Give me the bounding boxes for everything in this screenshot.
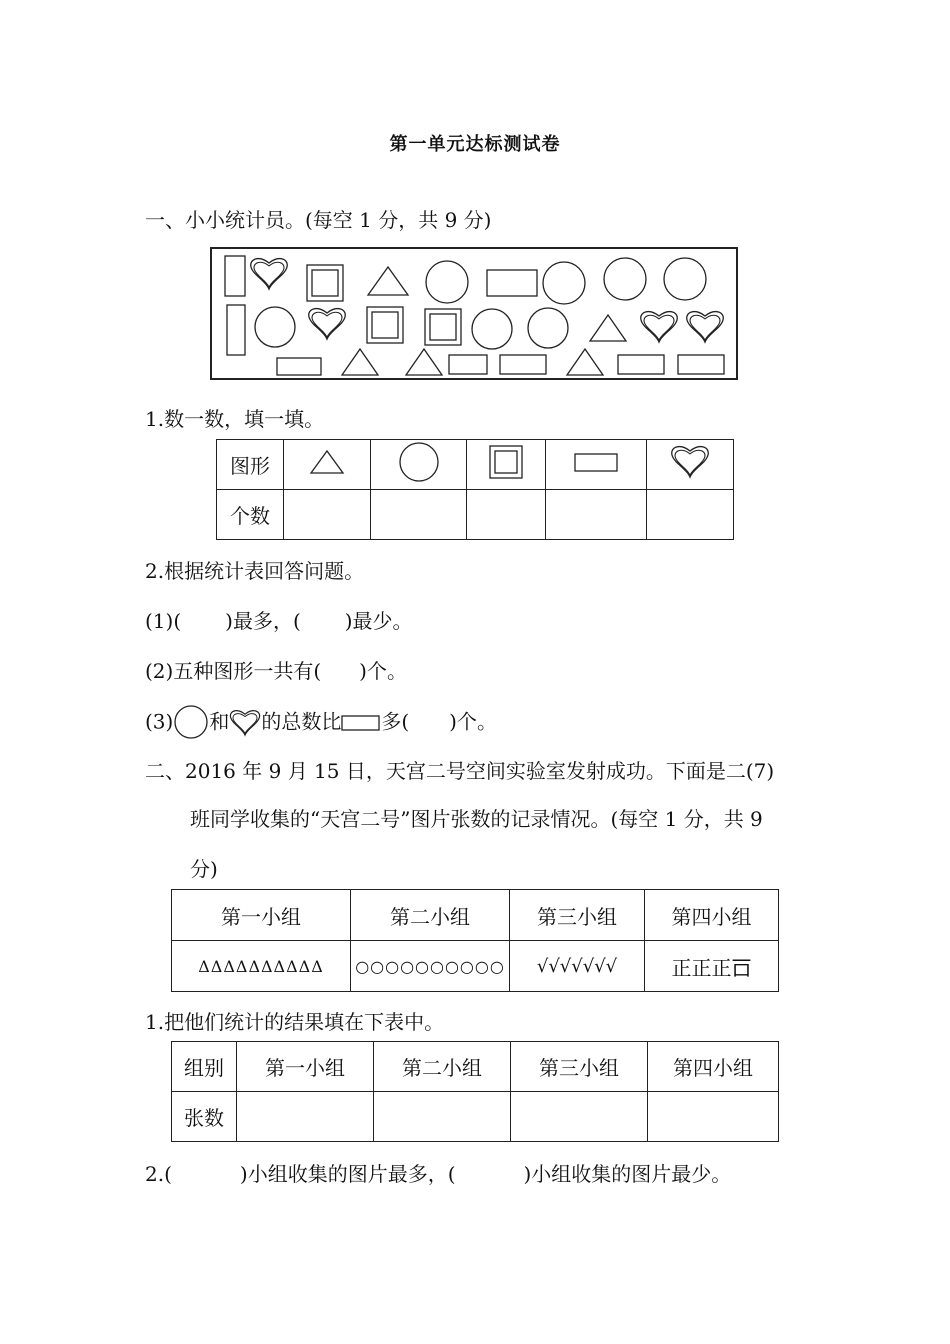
triangle-shape	[567, 349, 603, 375]
rectangle-icon	[341, 714, 381, 732]
tally-group-1: ΔΔΔΔΔΔΔΔΔΔ	[172, 941, 351, 992]
triangle-shape	[406, 349, 442, 375]
q2-3-text-d: 多(	[381, 709, 410, 734]
q2-3-text-e: )个。	[449, 709, 497, 734]
circle-icon	[397, 440, 441, 484]
result-cell-4[interactable]	[648, 1092, 779, 1142]
rectangle-shape	[487, 270, 537, 296]
rectangle-icon	[573, 451, 619, 473]
count-cell-circle[interactable]	[371, 490, 467, 540]
result-header-group: 组别	[172, 1042, 237, 1092]
rectangle-shape	[500, 355, 546, 374]
section2-heading-line1: 二、2016 年 9 月 15 日，天宫二号空间实验室发射成功。下面是二(7)	[145, 759, 775, 783]
q2-2-text-a: (2)五种图形一共有(	[145, 659, 322, 683]
result-header-2: 第二小组	[374, 1042, 511, 1092]
tally-header-2: 第二小组	[351, 890, 510, 941]
q2-3-text-b: 和	[209, 709, 230, 734]
tally-group-4: 正正正𠮛	[645, 941, 779, 992]
tally-header-1: 第一小组	[172, 890, 351, 941]
heart-icon	[229, 708, 261, 738]
double-square-shape	[307, 265, 343, 301]
circle-shape	[472, 309, 512, 349]
heart-shape	[251, 259, 288, 289]
section1-q2-3	[145, 705, 497, 741]
rectangle-shape	[678, 355, 724, 374]
section2-q2	[145, 1158, 731, 1187]
rectangle-shape	[225, 256, 245, 296]
rectangle-shape	[277, 358, 321, 375]
triangle-shape	[590, 315, 626, 341]
shapes-picture	[210, 247, 738, 380]
result-cell-2[interactable]	[374, 1092, 511, 1142]
tally-group-3: √√√√√√√	[510, 941, 645, 992]
tally-header-3: 第三小组	[510, 890, 645, 941]
section1-q2: 2.根据统计表回答问题。	[145, 559, 365, 583]
heart-shape	[641, 312, 678, 342]
circle-icon	[173, 705, 209, 741]
rectangle-shape	[618, 355, 664, 374]
q2-3-text-a: (3)	[145, 709, 174, 734]
triangle-shape	[342, 349, 378, 375]
tally-header-4: 第四小组	[645, 890, 779, 941]
result-header-4: 第四小组	[648, 1042, 779, 1092]
rectangle-shape	[449, 355, 487, 374]
count-cell-triangle[interactable]	[284, 490, 371, 540]
count-cell-rectangle[interactable]	[546, 490, 646, 540]
s2-q2-text-b: )小组收集的图片最多，(	[239, 1162, 456, 1186]
circle-shape	[604, 258, 646, 300]
q2-1-text-b: )最多，(	[225, 609, 301, 633]
tally-group-2: ○○○○○○○○○○	[351, 941, 510, 992]
triangle-shape	[368, 267, 408, 295]
header-rectangle	[546, 440, 646, 490]
double-square-shape	[367, 307, 403, 343]
circle-shape	[255, 307, 295, 347]
circle-shape	[528, 308, 568, 348]
header-heart	[646, 440, 733, 490]
s2-q2-text-c: )小组收集的图片最少。	[523, 1162, 732, 1186]
heart-shape	[309, 309, 346, 339]
section1-q1: 1.数一数，填一填。	[145, 407, 325, 431]
rectangle-shape	[227, 305, 245, 355]
result-cell-1[interactable]	[237, 1092, 374, 1142]
circle-shape	[543, 262, 585, 304]
q2-2-text-b: )个。	[359, 659, 407, 683]
header-double-square	[467, 440, 546, 490]
double-square-shape	[425, 309, 461, 345]
header-circle	[371, 440, 467, 490]
q2-3-text-c: 的总数比	[261, 709, 342, 734]
page-title: 第一单元达标测试卷	[389, 134, 561, 155]
section2-q1: 1.把他们统计的结果填在下表中。	[145, 1010, 445, 1034]
section1-q2-2	[145, 655, 407, 684]
result-row-label: 张数	[172, 1092, 237, 1142]
circle-shape	[426, 261, 468, 303]
heart-shape	[687, 312, 724, 342]
result-header-1: 第一小组	[237, 1042, 374, 1092]
heart-icon	[670, 445, 710, 479]
header-triangle	[284, 440, 371, 490]
row-label-shape: 图形	[217, 440, 284, 490]
double-square-icon	[488, 444, 524, 480]
s2-q2-text-a: 2.(	[145, 1162, 172, 1186]
q2-1-text-c: )最少。	[344, 609, 413, 633]
q2-1-text-a: (1)(	[145, 609, 182, 633]
count-cell-double-square[interactable]	[467, 490, 546, 540]
section2-heading-line2: 班同学收集的“天宫二号”图片张数的记录情况。(每空 1 分，共 9	[190, 807, 763, 831]
section1-q2-1	[145, 605, 413, 634]
result-table	[171, 1041, 779, 1142]
section1-heading: 一、小小统计员。(每空 1 分，共 9 分)	[145, 208, 492, 232]
section2-heading-line3: 分)	[190, 857, 218, 881]
circle-shape	[664, 258, 706, 300]
row-label-count: 个数	[217, 490, 284, 540]
tally-record-table	[171, 889, 779, 992]
result-header-3: 第三小组	[511, 1042, 648, 1092]
count-cell-heart[interactable]	[646, 490, 733, 540]
triangle-icon	[307, 447, 347, 477]
result-cell-3[interactable]	[511, 1092, 648, 1142]
shape-count-table	[216, 439, 734, 540]
